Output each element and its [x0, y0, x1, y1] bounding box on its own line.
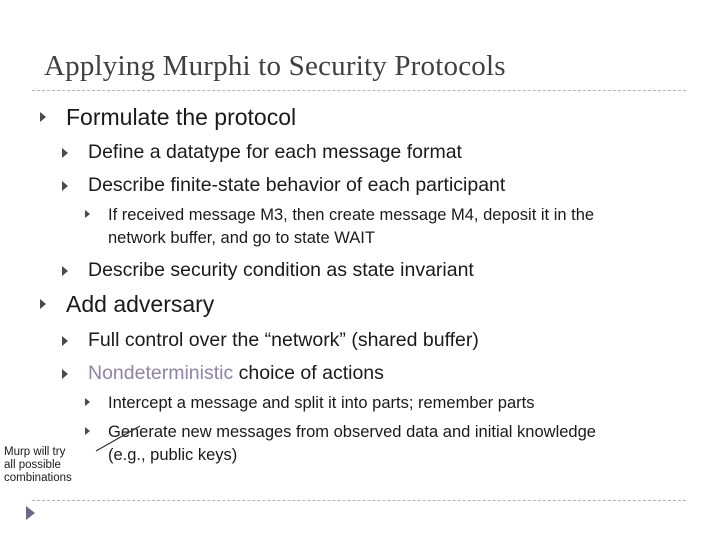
- bullet-text: Add adversary: [66, 291, 215, 317]
- next-slide-arrow-icon[interactable]: [26, 506, 35, 520]
- bullet-text: Describe security condition as state invariant: [88, 259, 474, 281]
- bullet-add-adversary: [40, 291, 214, 318]
- bullet-text: choice of actions: [233, 362, 384, 384]
- bullet-arrow-icon: [40, 112, 46, 122]
- callout-line3: combinations: [4, 472, 72, 484]
- bullet-text: Define a datatype for each message format: [88, 141, 462, 163]
- bullet-text-line1: If received message M3, then create message M4, deposit it in the: [108, 206, 595, 224]
- bullet-arrow-icon: [62, 336, 68, 346]
- bullet-generate: [85, 421, 596, 467]
- bullet-arrow-icon: [62, 369, 68, 379]
- bullet-text-line2: network buffer, and go to state WAIT: [108, 229, 375, 247]
- bullet-define-datatype: [62, 141, 462, 164]
- bullet-arrow-icon: [62, 181, 68, 191]
- bullet-intercept: [85, 392, 534, 415]
- callout-line1: Murp will try: [4, 446, 66, 458]
- bullet-received-m3: [85, 204, 594, 250]
- bullet-text: Full control over the “network” (shared buffer): [88, 329, 479, 351]
- bullet-full-control: [62, 329, 479, 352]
- callout-leader-line: [96, 423, 156, 453]
- bullet-arrow-icon: [85, 210, 90, 218]
- bullet-describe-fsm: [62, 174, 505, 197]
- bullet-formulate: [40, 104, 296, 131]
- title-divider: [32, 90, 686, 91]
- bullet-arrow-icon: [85, 398, 90, 406]
- bullet-arrow-icon: [62, 266, 68, 276]
- footer-divider: [32, 500, 686, 501]
- bullet-text: Intercept a message and split it into parts; remember parts: [108, 394, 535, 412]
- callout-line2: all possible: [4, 459, 61, 471]
- bullet-arrow-icon: [40, 299, 46, 309]
- callout-note: [4, 446, 98, 485]
- bullet-text-line2: (e.g., public keys): [108, 446, 238, 464]
- bullet-describe-security: [62, 259, 474, 282]
- bullet-text-line1: Generate new messages from observed data and initial knowledge: [108, 423, 596, 441]
- bullet-text: Describe finite-state behavior of each participant: [88, 174, 506, 196]
- bullet-arrow-icon: [85, 427, 90, 435]
- nondeterministic-keyword: Nondeterministic: [88, 362, 234, 384]
- bullet-nondeterministic: [62, 362, 384, 385]
- bullet-arrow-icon: [62, 148, 68, 158]
- bullet-text: Formulate the protocol: [66, 104, 297, 130]
- slide-title: Applying Murphi to Security Protocols: [44, 50, 506, 82]
